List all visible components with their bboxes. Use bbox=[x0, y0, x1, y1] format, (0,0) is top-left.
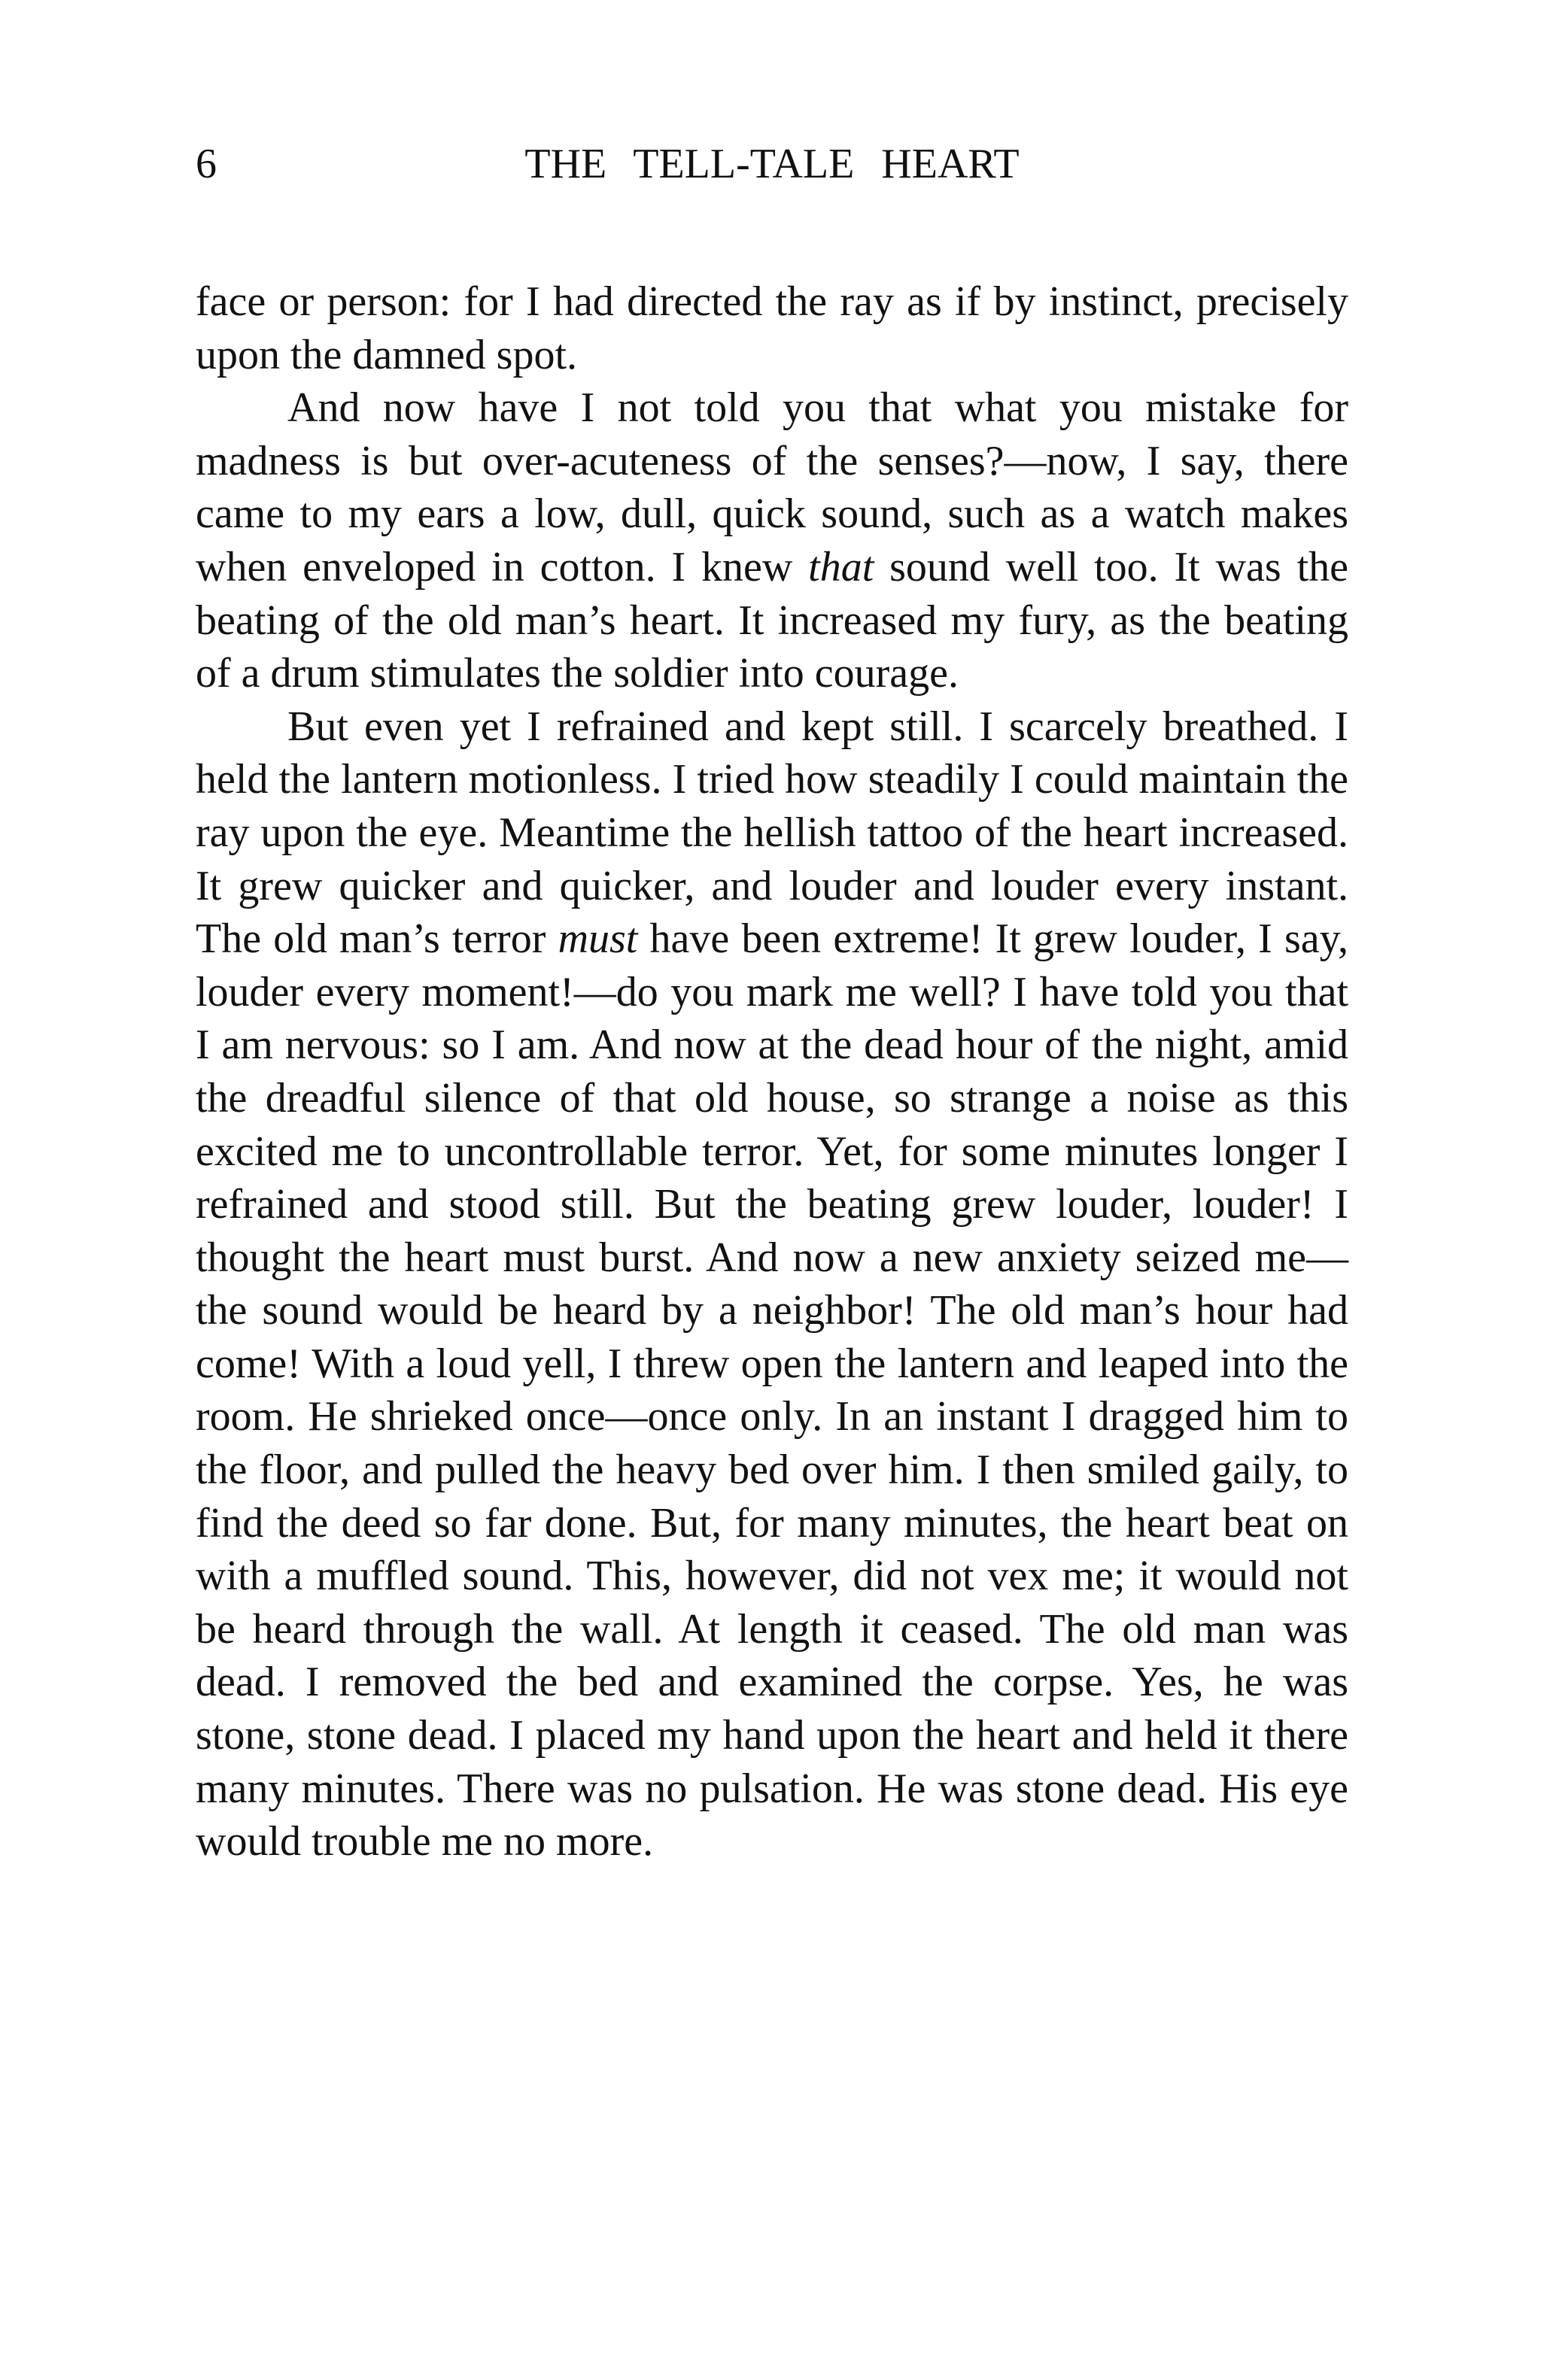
paragraph-2 bbox=[196, 381, 1348, 700]
page-number: 6 bbox=[196, 141, 217, 187]
paragraph-1 bbox=[196, 275, 1348, 381]
paragraph-3-text-b: have been extreme! It grew louder, I say, louder every moment!—do you mark me well? I have told you that I am nervous: so I am. And now at the dead hour of the night, amid the dreadful silence of that old house, so strange a noise as this excited me to uncontrollable terror. Yet, for some minutes longer I refrained and stood still. But the beating grew louder, louder! I thought the heart must burst. And now a new anxiety seized me—the sound would be heard by a neighbor! The old man’s hour had come! With a loud yell, I threw open the lantern and leaped into the room. He shrieked once—once only. In an instant I dragged him to the floor, and pulled the heavy bed over him. I then smiled gaily, to find the deed so far done. But, for many minutes, the heart beat on with a muffled sound. This, however, did not vex me; it would not be heard through the wall. At length it ceased. The old man was dead. I removed the bed and examined the corpse. Yes, he was stone, stone dead. I placed my hand upon the heart and held it there many minutes. There was no pulsation. He was stone dead. His eye would trouble me no more. bbox=[196, 915, 1348, 1865]
paragraph-1-text: face or person: for I had directed the ray as if by instinct, precisely upon the damned spot. bbox=[196, 278, 1348, 378]
paragraph-3-italic: must bbox=[558, 915, 638, 963]
paragraph-3-text-a: But even yet I refrained and kept still. I scarcely breathed. I held the lantern motionless. I tried how steadily I could maintain the ray upon the eye. Meantime the hellish tattoo of the heart increased. It grew quicker and quicker, and louder and louder every instant. The old man’s terror bbox=[196, 703, 1348, 963]
running-header bbox=[196, 134, 1348, 194]
paragraph-2-italic: that bbox=[808, 543, 874, 590]
paragraph-3 bbox=[196, 700, 1348, 1868]
paragraph-2-text-b: sound well too. It was the beating of the old man’s heart. It increased my fury, as the beating of a drum stimulates the soldier into courage. bbox=[196, 543, 1348, 697]
running-title: THE TELL-TALE HEART bbox=[524, 141, 1020, 187]
body-text bbox=[196, 275, 1348, 1868]
paragraph-2-text-a: And now have I not told you that what you mistake for madness is but over-acuteness of the senses?—now, I say, there came to my ears a low, dull, quick sound, such as a watch makes when enveloped in cotton. I knew bbox=[196, 384, 1348, 590]
